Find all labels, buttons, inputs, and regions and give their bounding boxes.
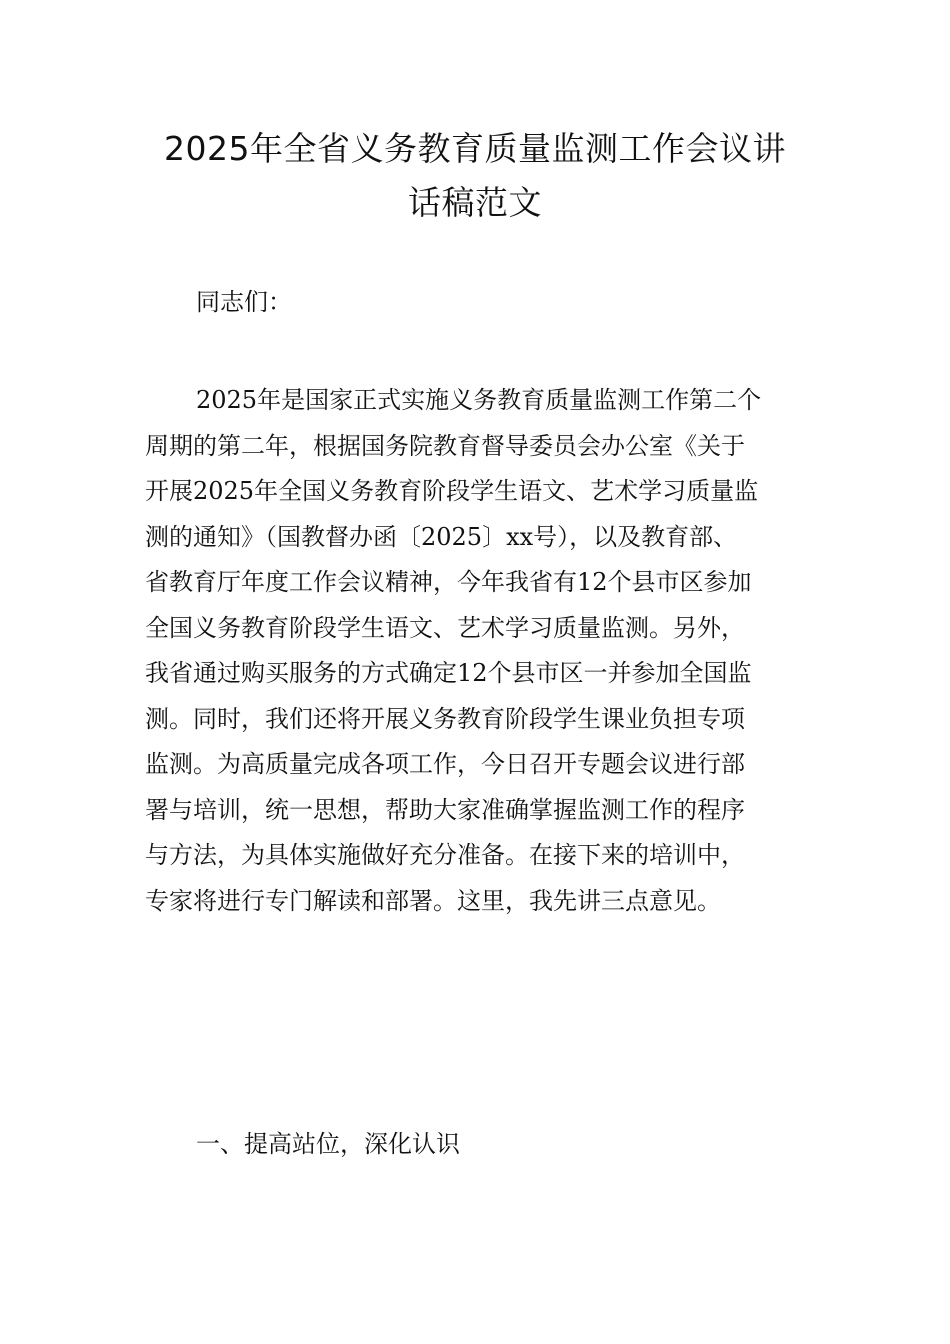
paragraph-line: 署与培训，统一思想，帮助大家准确掌握监测工作的程序 bbox=[145, 795, 745, 824]
document-title bbox=[145, 122, 805, 230]
title-line-1: 2025年全省义务教育质量监测工作会议讲 bbox=[164, 129, 786, 168]
body-paragraph bbox=[145, 378, 810, 924]
paragraph-line: 测的通知》（国教督办函〔2025〕xx号），以及教育部、 bbox=[145, 522, 738, 551]
paragraph-line: 我省通过购买服务的方式确定12个县市区一并参加全国监 bbox=[145, 659, 752, 687]
paragraph-line: 监测。为高质量完成各项工作，今日召开专题会议进行部 bbox=[145, 750, 745, 778]
paragraph-line: 全国义务教育阶段学生语文、艺术学习质量监测。另外， bbox=[145, 613, 745, 642]
paragraph-line: 周期的第二年，根据国务院教育督导委员会办公室《关于 bbox=[145, 431, 745, 460]
paragraph-line: 与方法，为具体实施做好充分准备。在接下来的培训中， bbox=[145, 841, 745, 869]
paragraph-line: 开展2025年全国义务教育阶段学生语文、艺术学习质量监 bbox=[145, 477, 759, 505]
paragraph-line: 省教育厅年度工作会议精神，今年我省有12个县市区参加 bbox=[145, 568, 752, 596]
paragraph-line: 测。同时，我们还将开展义务教育阶段学生课业负担专项 bbox=[145, 704, 745, 733]
paragraph-line: 专家将进行专门解读和部署。这里，我先讲三点意见。 bbox=[145, 886, 721, 915]
salutation: 同志们： bbox=[196, 288, 292, 316]
paragraph-line: 2025年是国家正式实施义务教育质量监测工作第二个 bbox=[196, 386, 762, 414]
title-line-2: 话稿范文 bbox=[408, 183, 542, 222]
section-heading: 一、提高站位，深化认识 bbox=[196, 1130, 460, 1158]
